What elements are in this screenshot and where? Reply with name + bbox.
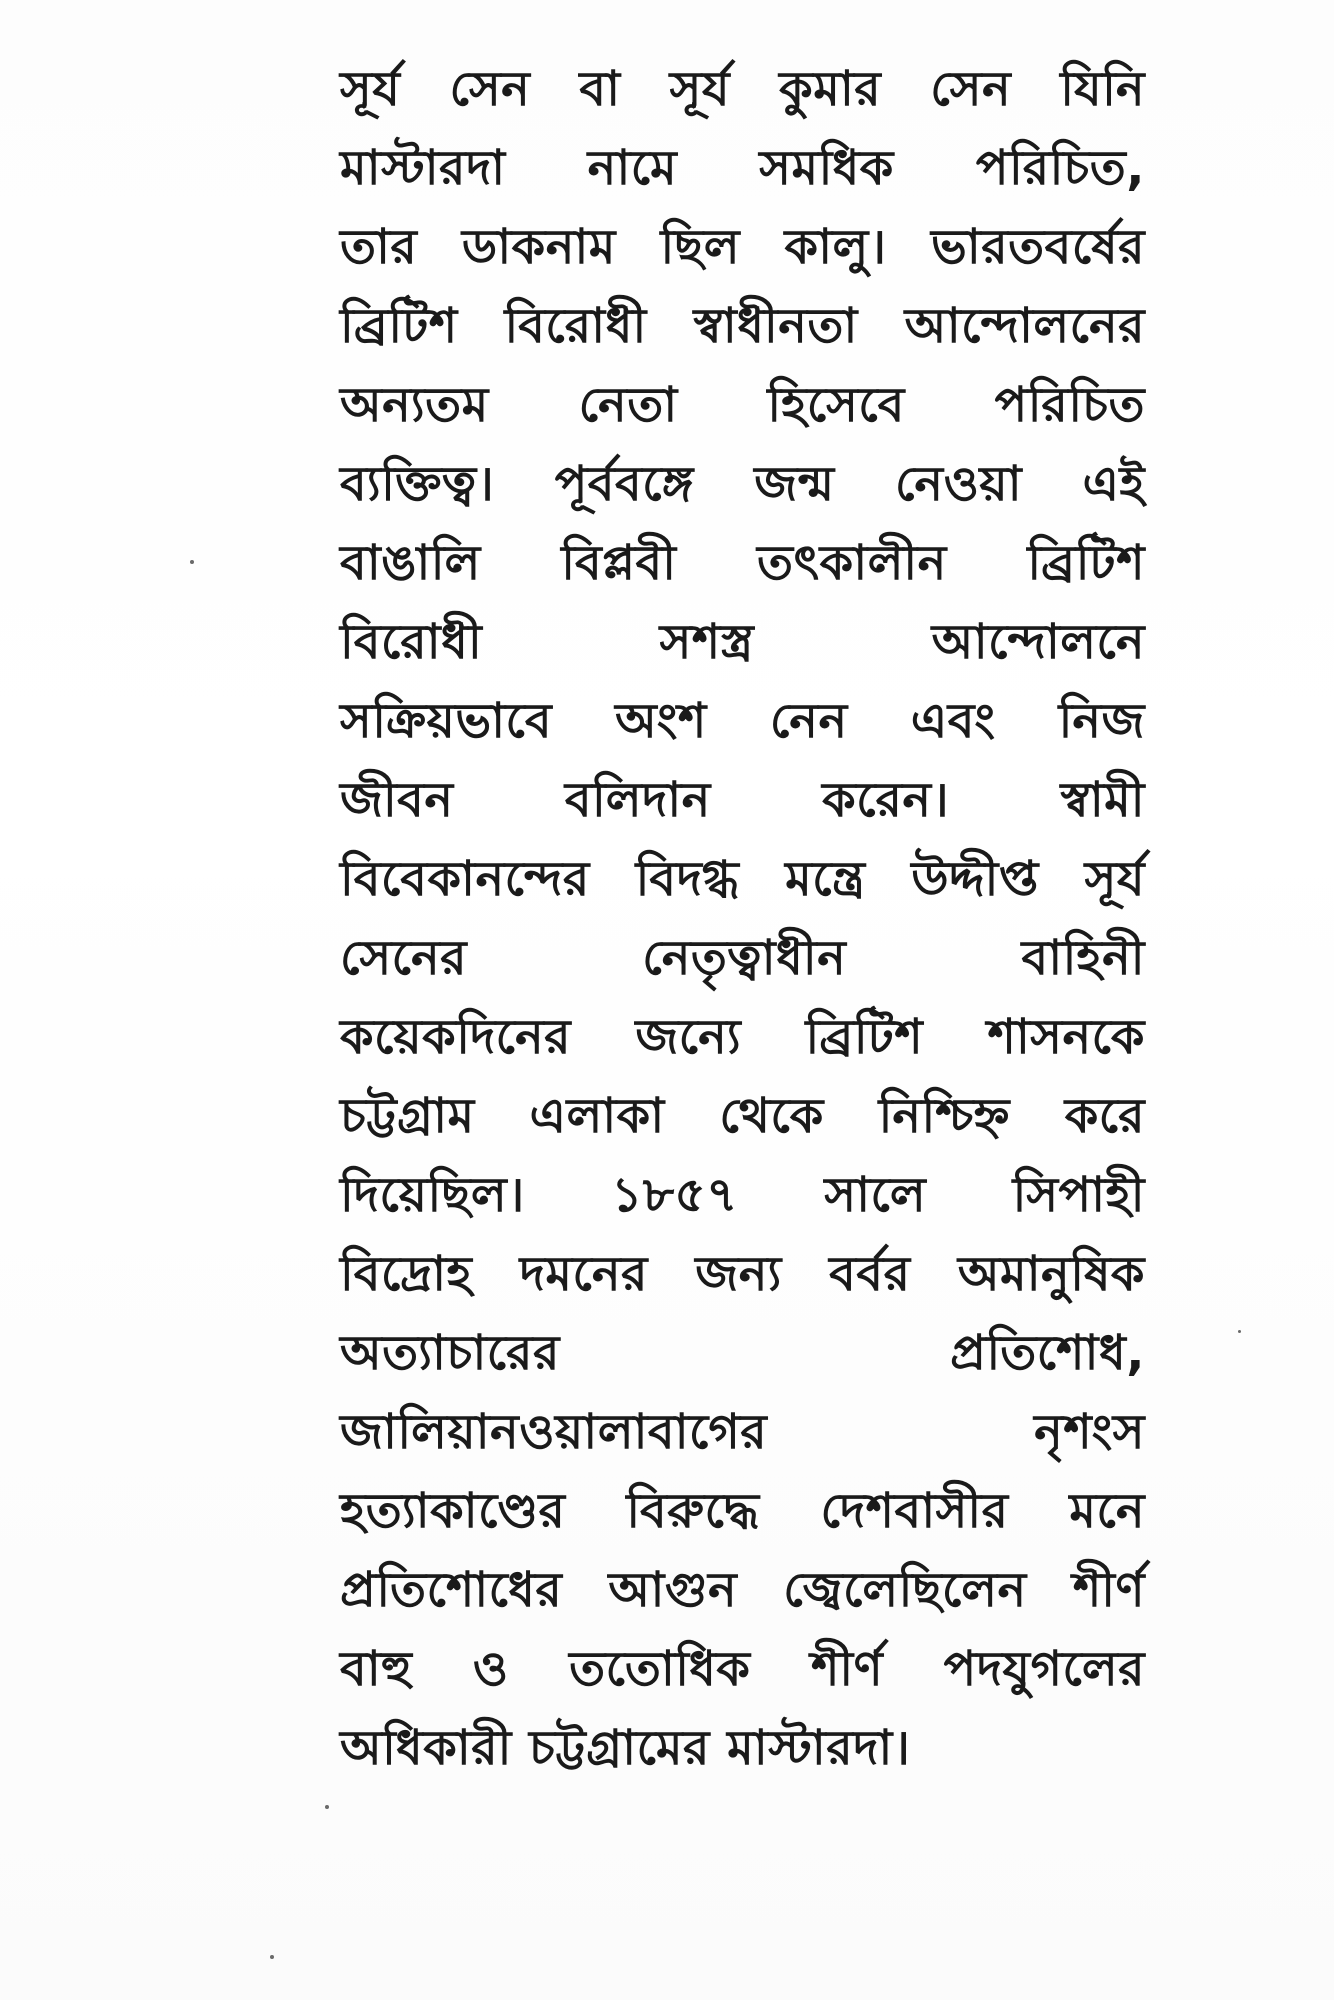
- text-line: বিদ্রোহ দমনের জন্য বর্বর অমানুষিক: [340, 1246, 1145, 1302]
- text-line: অধিকারী চট্টগ্রামের মাস্টারদা।: [340, 1720, 911, 1776]
- text-line: প্রতিশোধের আগুন জ্বেলেছিলেন শীর্ণ: [340, 1562, 1145, 1618]
- text-line: অন্যতম নেতা হিসেবে পরিচিত: [340, 377, 1145, 433]
- text-line: জালিয়ানওয়ালাবাগের নৃশংস: [340, 1404, 1145, 1460]
- paper-speck: [325, 1805, 329, 1809]
- text-line: সূর্য সেন বা সূর্য কুমার সেন যিনি: [340, 61, 1145, 117]
- text-line: ব্যক্তিত্ব। পূর্ববঙ্গে জন্ম নেওয়া এই: [340, 456, 1145, 512]
- paper-speck: [270, 1955, 274, 1959]
- bengali-paragraph: [340, 50, 1145, 1788]
- text-line: মাস্টারদা নামে সমধিক পরিচিত,: [340, 140, 1145, 196]
- text-line: হত্যাকাণ্ডের বিরুদ্ধে দেশবাসীর মনে: [340, 1483, 1145, 1539]
- text-line: দিয়েছিল। ১৮৫৭ সালে সিপাহী: [340, 1167, 1145, 1223]
- text-line: বিরোধী সশস্ত্র আন্দোলনে: [340, 614, 1145, 670]
- text-line: সক্রিয়ভাবে অংশ নেন এবং নিজ: [340, 693, 1145, 749]
- paper-speck: [190, 560, 194, 564]
- text-line: অত্যাচারের প্রতিশোধ,: [340, 1325, 1145, 1381]
- text-line: কয়েকদিনের জন্যে ব্রিটিশ শাসনকে: [340, 1009, 1145, 1065]
- text-line: বিবেকানন্দের বিদগ্ধ মন্ত্রে উদ্দীপ্ত সূর্য: [340, 851, 1145, 907]
- text-line: বাঙালি বিপ্লবী তৎকালীন ব্রিটিশ: [340, 535, 1145, 591]
- text-line: সেনের নেতৃত্বাধীন বাহিনী: [340, 930, 1145, 986]
- text-line: চট্টগ্রাম এলাকা থেকে নিশ্চিহ্ন করে: [340, 1088, 1145, 1144]
- text-line: জীবন বলিদান করেন। স্বামী: [340, 772, 1145, 828]
- text-line: বাহু ও ততোধিক শীর্ণ পদযুগলের: [340, 1641, 1145, 1697]
- paper-speck: [1238, 1330, 1241, 1333]
- text-line: ব্রিটিশ বিরোধী স্বাধীনতা আন্দোলনের: [340, 298, 1145, 354]
- text-line: তার ডাকনাম ছিল কালু। ভারতবর্ষের: [340, 219, 1145, 275]
